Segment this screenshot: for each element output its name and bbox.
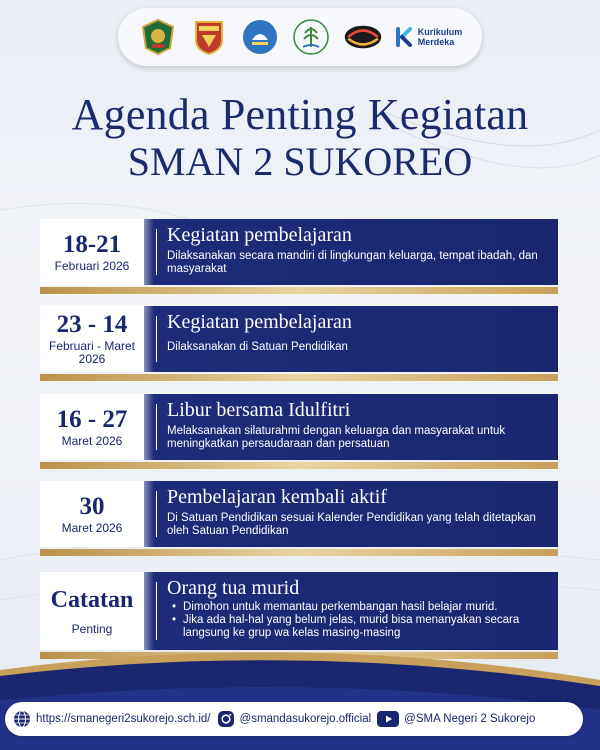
- agenda-card-body: [40, 306, 558, 372]
- agenda-card-2: [40, 306, 558, 381]
- agenda-card-1: [40, 219, 558, 294]
- agenda-card-body: [40, 394, 558, 460]
- tut-wuri-handayani-icon: [240, 17, 280, 57]
- agenda-text: [167, 394, 558, 460]
- note-label: Catatan: [50, 586, 134, 613]
- note-title: Orang tua murid: [167, 577, 300, 599]
- instagram-icon: [217, 710, 235, 728]
- instagram-link[interactable]: [217, 710, 372, 728]
- agenda-date-block: [40, 306, 144, 372]
- note-text: [167, 572, 558, 650]
- kurikulum-merdeka-icon: [394, 25, 414, 49]
- divider: [156, 229, 157, 275]
- agenda-text: [167, 481, 558, 547]
- agenda-date-month: Februari 2026: [54, 258, 130, 273]
- agenda-title: Kegiatan pembelajaran: [167, 311, 352, 333]
- agenda-date: 30: [79, 492, 105, 520]
- globe-icon: [13, 710, 31, 728]
- agenda-date-block: [40, 481, 144, 547]
- note-list: [167, 601, 552, 640]
- agenda-card-body: [40, 481, 558, 547]
- instagram-handle: @smandasukorejo.official: [239, 713, 372, 725]
- gold-band: [40, 549, 558, 556]
- note-label-block: [40, 572, 144, 650]
- title-line-1: Agenda Penting Kegiatan: [71, 90, 529, 139]
- gold-band: [40, 287, 558, 294]
- agenda-text: [167, 219, 558, 285]
- agenda-date-month: Maret 2026: [61, 433, 123, 448]
- divider: [156, 404, 157, 450]
- sma-logo-icon: [343, 17, 383, 57]
- website-url: https://smanegeri2sukorejo.sch.id/: [36, 713, 211, 725]
- youtube-icon: [377, 710, 399, 728]
- agenda-date-month: Februari - Maret 2026: [48, 339, 136, 366]
- logo-bar: [118, 8, 482, 66]
- jawa-tengah-emblem-icon: [138, 17, 178, 57]
- gold-band: [40, 374, 558, 381]
- agenda-description: Melaksanakan silaturahmi dengan keluarga dan masyarakat untuk meningkatkan persaudaraan dan persatuan: [167, 425, 506, 450]
- kurikulum-label: Kurikulum: [417, 27, 463, 37]
- gold-band: [40, 462, 558, 469]
- merdeka-label: Merdeka: [417, 37, 455, 47]
- note-card-body: [40, 572, 558, 650]
- agenda-title: Pembelajaran kembali aktif: [167, 486, 387, 508]
- agenda-title: Libur bersama Idulfitri: [167, 399, 351, 421]
- website-link[interactable]: [13, 710, 211, 728]
- agenda-card-4: [40, 481, 558, 556]
- divider: [156, 582, 157, 640]
- agenda-date-month: Maret 2026: [61, 520, 123, 535]
- agenda-description: Di Satuan Pendidikan sesuai Kalender Pendidikan yang telah ditetapkan oleh Satuan Pendidikan: [167, 512, 536, 537]
- youtube-link[interactable]: [377, 710, 535, 728]
- agenda-card-3: [40, 394, 558, 469]
- title-line-2: SMAN 2 SUKOREO: [127, 139, 473, 184]
- footer-bar: [5, 702, 583, 736]
- school-crest-icon: [189, 17, 229, 57]
- adiwiyata-icon: [291, 17, 331, 57]
- agenda-date: 18-21: [62, 230, 122, 258]
- agenda-card-body: [40, 219, 558, 285]
- divider: [156, 491, 157, 537]
- page-title: [0, 92, 600, 184]
- agenda-description: Dilaksanakan di Satuan Pendidikan: [167, 341, 348, 353]
- kurikulum-merdeka-logo: [394, 25, 463, 49]
- note-sublabel: Penting: [71, 621, 113, 636]
- note-item: • Jika ada hal-hal yang belum jelas, murid bisa menanyakan secara langsung ke grup wa kelas masing-masing: [167, 614, 552, 640]
- kurikulum-merdeka-text: [418, 27, 463, 47]
- divider: [156, 316, 157, 362]
- agenda-date-block: [40, 394, 144, 460]
- agenda-text: [167, 306, 558, 372]
- agenda-title: Kegiatan pembelajaran: [167, 224, 352, 246]
- agenda-description: Dilaksanakan secara mandiri di lingkungan keluarga, tempat ibadah, dan masyarakat: [167, 250, 538, 275]
- note-item: • Dimohon untuk memantau perkembangan hasil belajar murid.: [167, 601, 552, 614]
- agenda-date: 16 - 27: [56, 405, 128, 433]
- agenda-date: 23 - 14: [56, 311, 128, 338]
- agenda-date-block: [40, 219, 144, 285]
- youtube-channel: @SMA Negeri 2 Sukorejo: [404, 713, 536, 725]
